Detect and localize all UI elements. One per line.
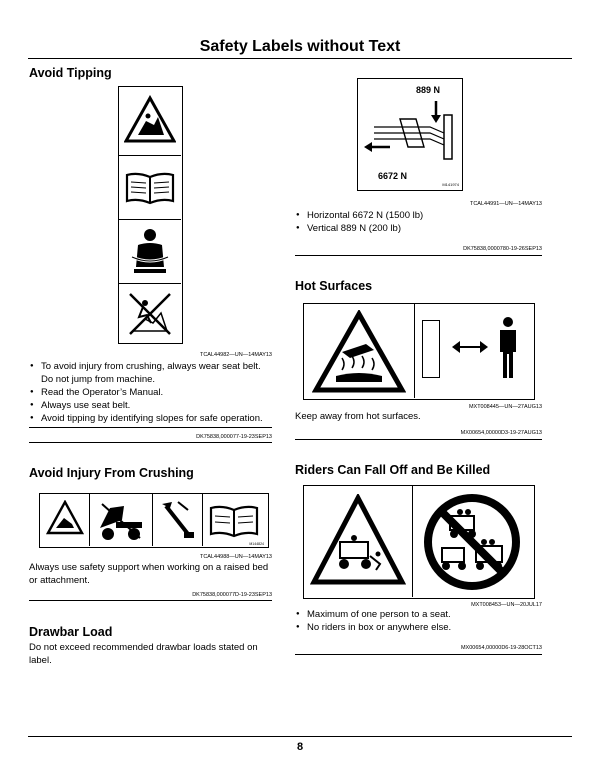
crushing-text: Always use safety support when working on a raised bed or attachment. [29,562,269,586]
person-icon [496,316,520,380]
list-item: ● Always use seat belt. [29,399,274,412]
list-item: ● No riders in box or anywhere else. [295,621,540,634]
label-code: TCAL44988—UN—14MAY13 [199,554,272,560]
raised-bed-icon [94,498,148,542]
safety-support-icon [158,498,198,542]
figure-small-code: M141974 [442,182,459,187]
divider [295,255,542,256]
hot-surface-panel [422,320,440,378]
list-item: ● Read the Operator’s Manual. [29,386,274,399]
reference-code: MX00654,00000D6-19-28OCT13 [460,645,542,651]
title-divider [28,58,572,59]
list-item: ● Horizontal 6672 N (1500 lb) [295,209,540,222]
avoid-tipping-label [118,86,183,344]
horizontal-load-value: 6672 N [378,171,408,181]
crushing-label [39,493,269,548]
hot-surfaces-text: Keep away from hot surfaces. [295,411,421,422]
list-item: ● Avoid tipping by identifying slopes for safe operation. [29,412,274,425]
list-item: ● Vertical 889 N (200 lb) [295,222,540,235]
rider-fall-warning-icon [310,494,406,588]
divider [29,600,272,601]
load-bullets [295,209,540,235]
footer-divider [28,736,572,737]
hot-surfaces-label [303,303,535,400]
list-item: ● To avoid injury from crushing, always wear seat belt. Do not jump from machine. [29,360,274,386]
reference-code: DK75838,000077D-19-23SEP13 [192,592,272,598]
page-title: Safety Labels without Text [199,38,401,55]
seat-belt-icon [128,227,172,277]
crush-warning-icon [46,500,84,536]
operator-manual-icon [124,171,176,205]
reference-code: DK75838,000077-19-23SEP13 [196,434,272,440]
drawbar-diagram [360,97,460,171]
label-code: TCAL44982—UN—14MAY13 [199,352,272,358]
no-jumping-icon [125,289,175,339]
reference-code: DK75838,0000780-19-26SEP13 [463,246,542,252]
avoid-tipping-heading: Avoid Tipping [29,66,112,80]
riders-label [303,485,535,599]
avoid-tipping-bullets [29,360,274,425]
drawbar-text: Do not exceed recommended drawbar loads stated on label. [29,642,258,666]
label-code: MXT008453—UN—20JUL17 [471,602,542,608]
divider [295,439,542,440]
hot-surfaces-heading: Hot Surfaces [295,279,373,293]
list-item: ● Maximum of one person to a seat. [295,608,540,621]
crushing-heading: Avoid Injury From Crushing [29,466,194,480]
label-code: TCAL44991—UN—14MAY13 [469,201,542,207]
page-number: 8 [296,741,304,753]
label-small-code: M144824 [249,542,264,546]
tipping-warning-icon [124,95,176,145]
divider [29,427,272,428]
reference-code: MX00654,00000D3-19-27AUG13 [460,430,542,436]
keep-away-arrow-icon [452,340,488,354]
operator-manual-icon [208,504,260,538]
divider [295,654,542,655]
drawbar-load-label [357,78,463,191]
no-riders-icon [420,492,524,592]
drawbar-heading: Drawbar Load [29,625,113,639]
riders-heading: Riders Can Fall Off and Be Killed [295,463,491,477]
label-code: MXT008445—UN—27AUG13 [468,404,542,410]
divider [29,442,272,443]
vertical-load-value: 889 N [416,85,441,95]
riders-bullets [295,608,540,634]
hot-surface-warning-icon [312,310,406,394]
